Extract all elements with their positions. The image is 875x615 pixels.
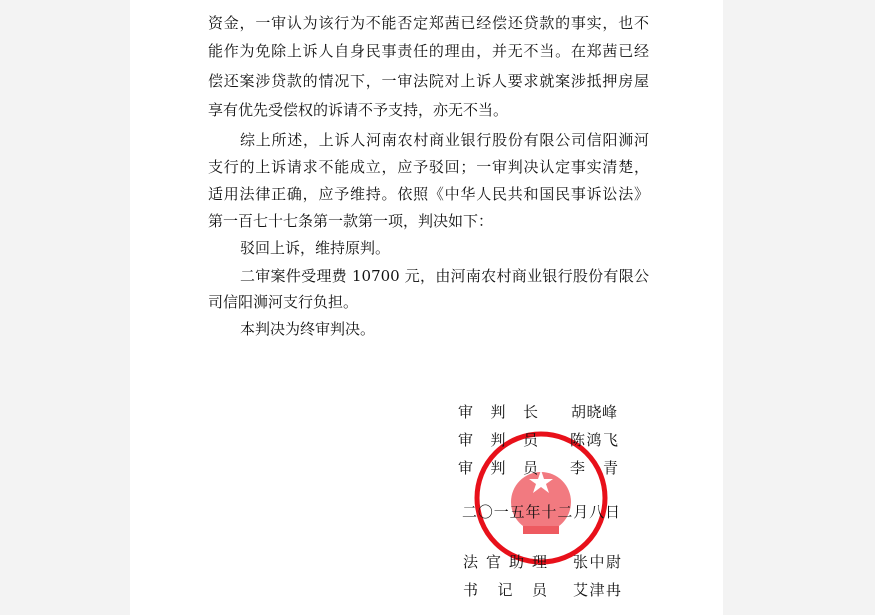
body-line: 综上所述，上诉人河南农村商业银行股份有限公司信阳浉河 [240, 131, 649, 149]
body-line: 第一百七十七条第一款第一项，判决如下： [208, 212, 494, 230]
clerk-name: 艾津冉 [573, 581, 621, 599]
body-line: 资金，一审认为该行为不能否定郑茜已经偿还贷款的事实，也不 [208, 14, 649, 32]
signature-name: 李青 [570, 459, 618, 477]
body-line: 二审案件受理费 10700 元，由河南农村商业银行股份有限公 [240, 267, 649, 285]
signature-role: 审判员 [458, 459, 538, 477]
clerk-role: 法官助理 [463, 553, 547, 571]
body-line: 偿还案涉贷款的情况下，一审法院对上诉人要求就案涉抵押房屋 [208, 72, 649, 90]
signature-role: 审判员 [458, 431, 538, 449]
body-line: 本判决为终审判决。 [240, 320, 376, 338]
body-line: 驳回上诉，维持原判。 [240, 239, 391, 257]
signature-role: 审判长 [458, 403, 538, 421]
signature-name: 胡晓峰 [571, 403, 617, 421]
clerk-role: 书记员 [463, 581, 547, 599]
body-line: 享有优先受偿权的诉请不予支持，亦无不当。 [208, 101, 509, 119]
body-line: 支行的上诉请求不能成立，应予驳回；一审判决认定事实清楚， [208, 158, 649, 176]
clerk-name: 张中尉 [573, 553, 621, 571]
court-seal [473, 430, 609, 566]
body-line: 能作为免除上诉人自身民事责任的理由，并无不当。在郑茜已经 [208, 42, 649, 60]
body-line: 司信阳浉河支行负担。 [208, 293, 359, 311]
body-line: 适用法律正确，应予维持。依照《中华人民共和国民事诉讼法》 [208, 185, 649, 203]
signature-name: 陈鸿飞 [570, 431, 618, 449]
document-page [130, 0, 723, 615]
judgment-date: 二〇一五年十二月八日 [462, 503, 620, 521]
